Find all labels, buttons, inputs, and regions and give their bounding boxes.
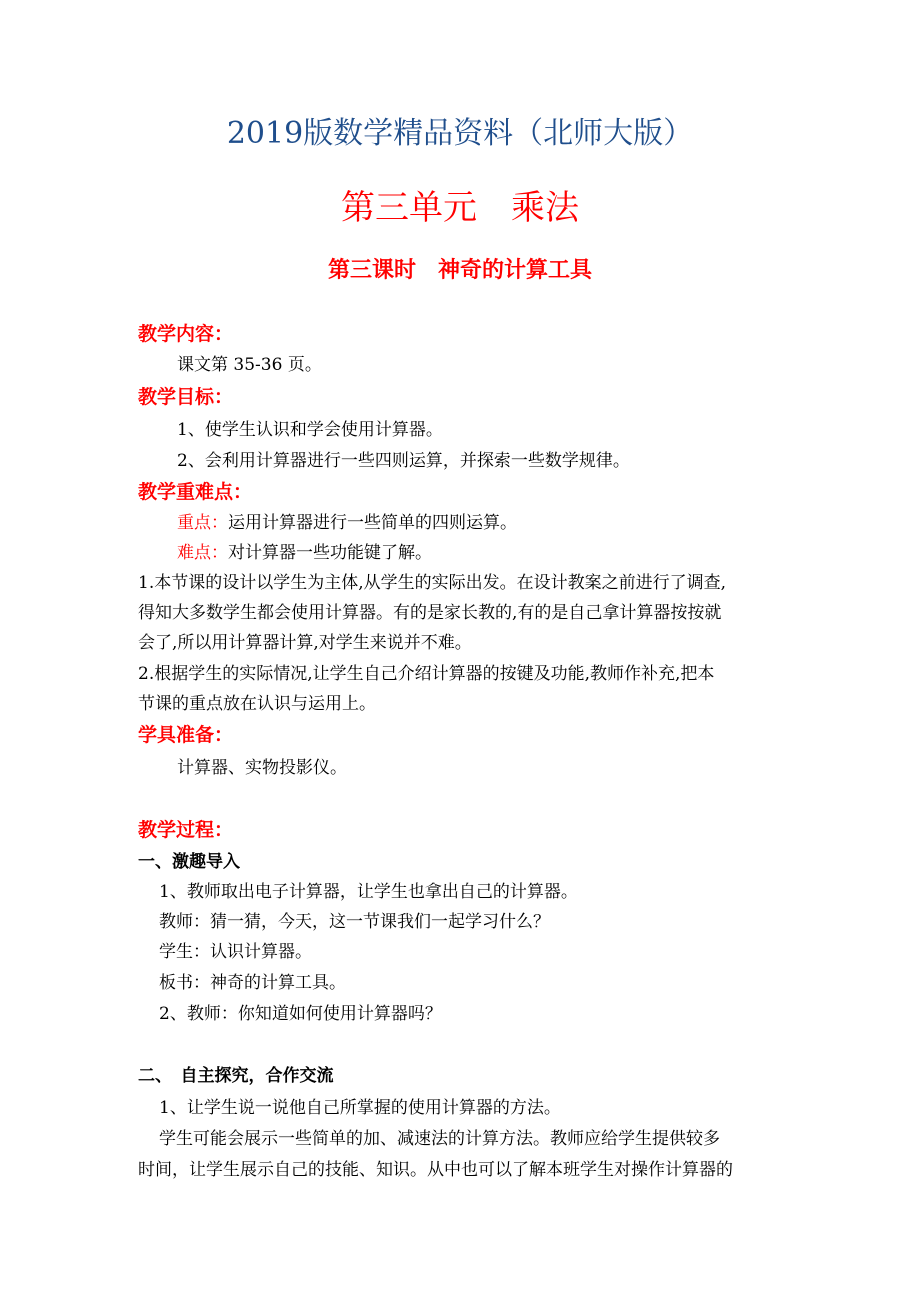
header-title: 2019版数学精品资料（北师大版） bbox=[226, 116, 694, 151]
section1-line: 板书：神奇的计算工具。 bbox=[159, 973, 346, 993]
lesson-title: 第三课时 神奇的计算工具 bbox=[327, 258, 592, 283]
section1-title: 一、激趣导入 bbox=[138, 852, 240, 872]
section1-line: 2、教师：你知道如何使用计算器吗？ bbox=[159, 1004, 442, 1024]
teaching-content-heading: 教学内容： bbox=[138, 323, 234, 345]
unit-title: 第三单元 乘法 bbox=[341, 188, 579, 228]
note-line: 得知大多数学生都会使用计算器。有的是家长教的,有的是自己拿计算器按按就 bbox=[138, 603, 722, 623]
note-line: 2.根据学生的实际情况,让学生自己介绍计算器的按键及功能,教师作补充,把本 bbox=[138, 664, 715, 684]
difficult-label: 难点： bbox=[177, 543, 228, 563]
difficult-point-line bbox=[177, 541, 432, 565]
note-line: 会了,所以用计算器计算,对学生来说并不难。 bbox=[138, 633, 472, 653]
key-label: 重点： bbox=[177, 513, 228, 533]
section1-line: 教师：猜一猜，今天，这一节课我们一起学习什么？ bbox=[159, 912, 550, 932]
note-line: 1.本节课的设计以学生为主体,从学生的实际出发。在设计教案之前进行了调查, bbox=[138, 573, 727, 593]
key-point-line bbox=[177, 511, 517, 535]
section2-line: 时间，让学生展示自己的技能、知识。从中也可以了解本班学生对操作计算器的 bbox=[138, 1160, 733, 1180]
section2-title: 二、 自主探究，合作交流 bbox=[138, 1066, 334, 1086]
section2-line: 学生可能会展示一些简单的加、减速法的计算方法。教师应给学生提供较多 bbox=[159, 1129, 720, 1149]
goal-item: 1、使学生认识和学会使用计算器。 bbox=[177, 420, 443, 440]
teaching-content-text: 课文第 35-36 页。 bbox=[177, 355, 322, 375]
teaching-goals-heading: 教学目标： bbox=[138, 386, 234, 408]
section1-line: 学生：认识计算器。 bbox=[159, 942, 312, 962]
key-points-heading: 教学重难点： bbox=[138, 481, 253, 503]
section2-line: 1、让学生说一说他自己所掌握的使用计算器的方法。 bbox=[159, 1098, 561, 1118]
goal-item: 2、会利用计算器进行一些四则运算，并探索一些数学规律。 bbox=[177, 451, 630, 471]
process-heading: 教学过程： bbox=[138, 819, 234, 841]
key-text: 运用计算器进行一些简单的四则运算。 bbox=[228, 513, 517, 533]
note-line: 节课的重点放在认识与运用上。 bbox=[138, 694, 376, 714]
materials-heading: 学具准备： bbox=[138, 724, 234, 746]
materials-text: 计算器、实物投影仪。 bbox=[177, 758, 347, 778]
section1-line: 1、教师取出电子计算器，让学生也拿出自己的计算器。 bbox=[159, 882, 578, 902]
difficult-text: 对计算器一些功能键了解。 bbox=[228, 543, 432, 563]
